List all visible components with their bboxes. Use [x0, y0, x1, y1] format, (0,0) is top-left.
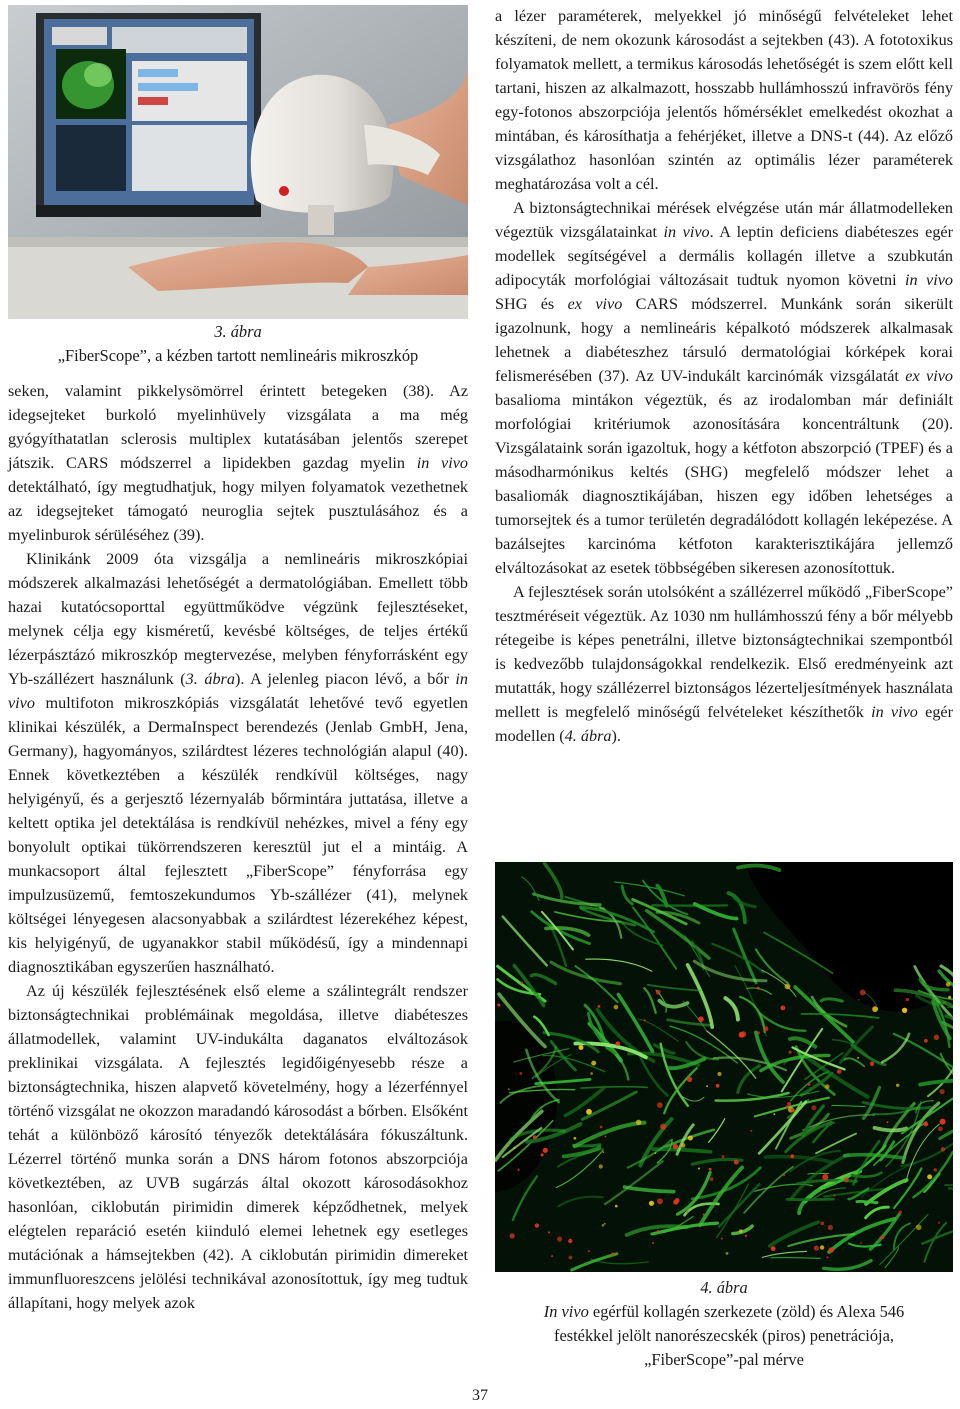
figure-4-caption-line-1: In vivo egérfül kollagén szerkezete (zöld) és Alexa 546	[543, 1302, 905, 1321]
nanoparticle-dot	[614, 1005, 619, 1010]
nanoparticle-dot	[833, 1194, 835, 1196]
nanoparticle-dot	[519, 1072, 522, 1075]
nanoparticle-dot	[517, 1169, 519, 1171]
nanoparticle-dot	[887, 1121, 889, 1123]
nanoparticle-dot	[739, 1229, 743, 1233]
nanoparticle-dot	[603, 1151, 605, 1153]
nanoparticle-dot	[586, 1109, 592, 1115]
nanoparticle-dot	[686, 1211, 688, 1213]
nanoparticle-dot	[698, 1016, 704, 1022]
nanoparticle-dot	[808, 1083, 811, 1086]
nanoparticle-dot	[783, 1174, 785, 1176]
nanoparticle-dot	[590, 1072, 593, 1075]
nanoparticle-dot	[844, 1177, 849, 1182]
nanoparticle-dot	[698, 1168, 700, 1170]
nanoparticle-dot	[828, 1225, 833, 1230]
page-number: 37	[472, 1387, 488, 1404]
nanoparticle-dot	[827, 1257, 829, 1259]
nanoparticle-dot	[923, 1122, 928, 1127]
nanoparticle-dot	[734, 1160, 739, 1165]
nanoparticle-dot	[860, 990, 866, 996]
nanoparticle-dot	[706, 1085, 708, 1087]
nanoparticle-dot	[604, 1223, 606, 1225]
nanoparticle-dot	[940, 1089, 945, 1094]
nanoparticle-dot	[657, 1102, 663, 1108]
nanoparticle-dot	[681, 1143, 686, 1148]
nanoparticle-dot	[574, 1137, 577, 1140]
nanoparticle-dot	[717, 1072, 721, 1076]
nanoparticle-dot	[568, 1239, 572, 1243]
nanoparticle-dot	[654, 1152, 656, 1154]
nanoparticle-dot	[588, 1250, 590, 1252]
nanoparticle-dot	[898, 1211, 902, 1215]
left-paragraph-2: Klinikánk 2009 óta vizsgálja a nemlineáris mikroszkópiai módszerek alkalmazási lehetőségét a dermatológiában. Emellett több hazai kutatócsoporttal együttműködve végzünk fejlesztéseket, melynek célja egy kisméretű, kevésbé költséges, de teljes értékű lézerpásztázó mikroszkóp megtervezése, melyben fényforrásként egy Yb-szállézert használunk (3. ábra). A jelenleg piacon lévő, a bőr in vivo multifoton mikroszkópiás vizsgálatát lehetővé tevő egyetlen klinikai készülék, a DermaInspect berendezés (Jenlab GmbH, Jena, Germany), hagyományos, szilárdtest lézeres technológián alapul (40). Ennek következtében a készülék rendkívül költséges, nagy helyigényű, és a gerjesztő lézernyaláb bőrmintára juttatása, illetve a keltett optika jel detektálása is rendkívül nehézkes, mivel a fény egy bonyolult optikai tükörrendszeren keresztül jut el a mintáig. A munkacsoport által fejlesztett „FiberScope” fényforrása egy impulzusüzemű, femtoszekundumos Yb-szállézer (41), melynek költségei lényegesen alacsonyabbak a szilárdtest lézerekéhez képest, kis helyigényű, de ugyanakkor stabil működésű, így a mindennapi diagnosztikában egyszerűen használható.	[8, 550, 469, 976]
nanoparticle-dot	[673, 1200, 678, 1205]
nanoparticle-dot	[860, 1242, 862, 1244]
nanoparticle-dot	[924, 1039, 928, 1043]
nanoparticle-dot	[825, 1084, 830, 1089]
nanoparticle-dot	[750, 1130, 752, 1132]
nanoparticle-dot	[569, 1256, 573, 1260]
nanoparticle-dot	[660, 1124, 666, 1130]
nanoparticle-dot	[543, 1148, 548, 1153]
nanoparticle-dot	[687, 1077, 692, 1082]
nanoparticle-dot	[837, 1069, 842, 1074]
nanoparticle-dot	[938, 1126, 943, 1131]
nanoparticle-dot	[745, 1235, 748, 1238]
nanoparticle-dot	[604, 1136, 606, 1138]
figure-4-caption-line-2: festékkel jelölt nanorészecskék (piros) penetrációja,	[554, 1326, 894, 1345]
right-paragraph-1: a lézer paraméterek, melyekkel jó minőségű felvételeket lehet készíteni, de nem okozunk károsodást a sejtekben (43). A fototoxikus folyamatok mellett, a termikus károsodás lehetőségét is szem előtt kell tartani, hiszen az alkalmazott, hosszabb hullámhosszú infravörös fény egy-fotonos abszorpciója jelentős hőmérséklet emelkedést okozhat a mintában, és károsíthatja a fehérjéket, illetve a DNS-t (44). Az előző vizsgálathoz hasonlóan szintén az optimális lézer paraméterek meghatározása volt a cél.	[495, 7, 953, 193]
nanoparticle-dot	[811, 1105, 816, 1110]
nanoparticle-dot	[757, 987, 760, 990]
figure-3-caption-text: „FiberScope”, a kézben tartott nemlineáris mikroszkóp	[57, 346, 419, 365]
nanoparticle-dot	[508, 1088, 510, 1090]
nanoparticle-dot	[789, 1051, 792, 1054]
nanoparticle-dot	[649, 1201, 654, 1206]
nanoparticle-dot	[763, 1026, 768, 1031]
nanoparticle-dot	[551, 1255, 553, 1257]
nanoparticle-dot	[870, 1061, 875, 1066]
nanoparticle-dot	[591, 1061, 596, 1066]
nanoparticle-dot	[703, 1214, 705, 1216]
nanoparticle-dot	[906, 998, 909, 1001]
nanoparticle-dot	[722, 1155, 725, 1158]
nanoparticle-dot	[757, 1031, 760, 1034]
nanoparticle-dot	[934, 1168, 937, 1171]
figure-3-photo	[8, 5, 468, 319]
nanoparticle-dot	[948, 996, 951, 999]
nanoparticle-dot	[510, 1233, 515, 1238]
nanoparticle-dot	[739, 1032, 745, 1038]
collagen-fiber	[787, 1199, 833, 1200]
left-paragraph-1: seken, valamint pikkelysömörrel érintett betegeken (38). Az idegsejteket burkoló myelinhüvely vizsgálata a ma még gyógyíthatatlan sclerosis multiplex kutatásában jelentős szerepet játszik. CARS módszerrel a lipidekben gazdag myelin in vivo detektálható, így megtudhatjuk, hogy milyen folyamatok vezethetnek az idegsejteket támogató neuroglia sejtek pusztulásához és a myelinburok sérüléséhez (39).	[8, 382, 468, 544]
nanoparticle-dot	[636, 1120, 641, 1125]
nanoparticle-dot	[673, 1144, 678, 1149]
nanoparticle-dot	[916, 1225, 922, 1231]
nanoparticle-dot	[721, 1238, 723, 1240]
nanoparticle-dot	[938, 1222, 940, 1224]
nanoparticle-dot	[828, 1247, 834, 1253]
nanoparticle-dot	[902, 1008, 907, 1013]
nanoparticle-dot	[611, 1253, 615, 1257]
nanoparticle-dot	[781, 1006, 786, 1011]
nanoparticle-dot	[774, 1113, 776, 1115]
figure-4-number: 4. ábra	[700, 1278, 748, 1297]
nanoparticle-dot	[533, 1135, 537, 1139]
nanoparticle-dot	[785, 1105, 788, 1108]
figure-4-caption-line-3: „FiberScope”-pal mérve	[644, 1350, 804, 1369]
nanoparticle-dot	[872, 1006, 878, 1012]
nanoparticle-dot	[785, 984, 791, 990]
figure-3-number: 3. ábra	[214, 322, 262, 341]
nanoparticle-dot	[513, 1147, 515, 1149]
nanoparticle-dot	[934, 1035, 939, 1040]
nanoparticle-dot	[790, 1154, 794, 1158]
nanoparticle-dot	[946, 982, 951, 987]
nanoparticle-dot	[771, 1246, 776, 1251]
nanoparticle-dot	[820, 1245, 824, 1249]
nanoparticle-dot	[497, 1004, 500, 1007]
nanoparticle-dot	[521, 982, 524, 985]
nanoparticle-dot	[598, 1005, 601, 1008]
nanoparticle-dot	[688, 1136, 693, 1141]
left-paragraph-3: Az új készülék fejlesztésének első eleme a szálintegrált rendszer biztonságtechnikai problémáinak megoldása, illetve diabéteszes állatmodellek, valamint UV-indukálta daganatos elváltozások preklinikai vizsgálata. A fejlesztés legidőigényesebb része a biztonságtechnika, hiszen alapvető követelmény, hogy a lézerfénnyel történő vizsgálat ne okozzon maradandó károsodást a bőrben. Elsőként tehát a különböző károsító tényezők detektálására fókuszáltunk. Lézerrel történő munka során a DNS három fotonos abszorpciója következtében, az UVB sugárzás által okozott károsodásokhoz hasonlóan, ciklobután pirimidin dimerek képződhetnek, melyek elégtelen reparáció esetén kiinduló elemei lehetnek egy esetleges mutációnak a hámsejtekben (42). A ciklobután pirimidin dimereket immunfluoreszcens jelölési technikával azonosítottuk, így meg tudtuk állapítani, hogy melyek azok	[8, 982, 468, 1312]
nanoparticle-dot	[548, 1231, 550, 1233]
right-paragraph-2: A biztonságtechnikai mérések elvégzése után már állatmodelleken végeztük vizsgálatainkat in vivo. A leptin deficiens diabéteszes egér modellek segítségével a dermális kollagén illetve a szubkután adipocyták morfológiai változásait tudtuk nyomon követni in vivo SHG és ex vivo CARS módszerrel. Munkánk során sikerült igazolnunk, hogy a nemlineáris képalkotó módszerek alkalmasak lehetnek a diabéteszhez társuló dermatológiai kórképek korai felismerésében (37). Az UV-indukált karcinómák vizsgálatát ex vivo basalioma mintákon végeztük, és az irodalomban már definiált morfológiai kritériumok azonosítására koncentráltunk (20). Vizsgálataink során igazoltuk, hogy a kétfoton abszorpció (TPEF) és a másodharmónikus keltés (SHG) megfelelő módszer lehet a basaliomák diagnosztikájában, hiszen egy időben lehetséges a tumorsejtek és a tumor területén degradálódott kollagén leképezése. A bazálsejtes karcinóma kétfoton karakterisztikájára jellemző elváltozásokat az esetek többségében sikeresen azonosítottuk.	[495, 199, 953, 577]
figure-3-caption	[8, 320, 468, 368]
nanoparticle-dot	[896, 1084, 899, 1087]
nanoparticle-dot	[814, 1246, 819, 1251]
nanoparticle-dot	[541, 1153, 544, 1156]
nanoparticle-dot	[535, 1223, 539, 1227]
left-column	[8, 379, 468, 1315]
nanoparticle-dot	[709, 1168, 712, 1171]
nanoparticle-dot	[602, 1224, 605, 1227]
fiberscope-photo	[8, 5, 468, 319]
collagen-fiber	[857, 1201, 877, 1202]
collagen-micrograph	[495, 862, 953, 1272]
nanoparticle-dot	[857, 1057, 859, 1059]
nanoparticle-dot	[716, 1084, 720, 1088]
nanoparticle-dot	[644, 1019, 646, 1021]
nanoparticle-dot	[858, 999, 860, 1001]
nanoparticle-dot	[579, 1045, 584, 1050]
nanoparticle-dot	[652, 1242, 654, 1244]
nanoparticle-dot	[822, 1174, 828, 1180]
nanoparticle-dot	[657, 1198, 663, 1204]
nanoparticle-dot	[599, 1164, 603, 1168]
nanoparticle-dot	[791, 1109, 795, 1113]
figure-4-caption	[495, 1276, 953, 1372]
nanoparticle-dot	[616, 1041, 620, 1045]
nanoparticle-dot	[820, 1222, 824, 1226]
nanoparticle-dot	[710, 1177, 714, 1181]
right-paragraph-3: A fejlesztések során utolsóként a szállézerrel működő „FiberScope” tesztméréseit végeztük. Az 1030 nm hullámhosszú fény a bőr mélyebb rétegeibe is képes penetrálni, illetve biztonságtechnikai szempontból is kedvezőbb tulajdonságokkal rendelkezik. Első eredményeink azt mutatták, hogy szállézerrel biztonságos lézerteljesítmények használata mellett is megfelelő minőségű felvételeket készíthetők in vivo egér modellen (4. ábra).	[495, 583, 953, 745]
right-column	[495, 4, 953, 748]
nanoparticle-dot	[656, 990, 661, 995]
nanoparticle-dot	[557, 1236, 562, 1241]
nanoparticle-dot	[941, 1147, 945, 1151]
figure-4-micrograph	[495, 862, 953, 1272]
nanoparticle-dot	[940, 1119, 946, 1125]
nanoparticle-dot	[726, 1252, 729, 1255]
nanoparticle-dot	[600, 1126, 603, 1129]
nanoparticle-dot	[657, 1230, 659, 1232]
nanoparticle-dot	[927, 1174, 932, 1179]
nanoparticle-dot	[615, 1205, 618, 1208]
nanoparticle-dot	[879, 1236, 882, 1239]
nanoparticle-dot	[787, 1102, 791, 1106]
